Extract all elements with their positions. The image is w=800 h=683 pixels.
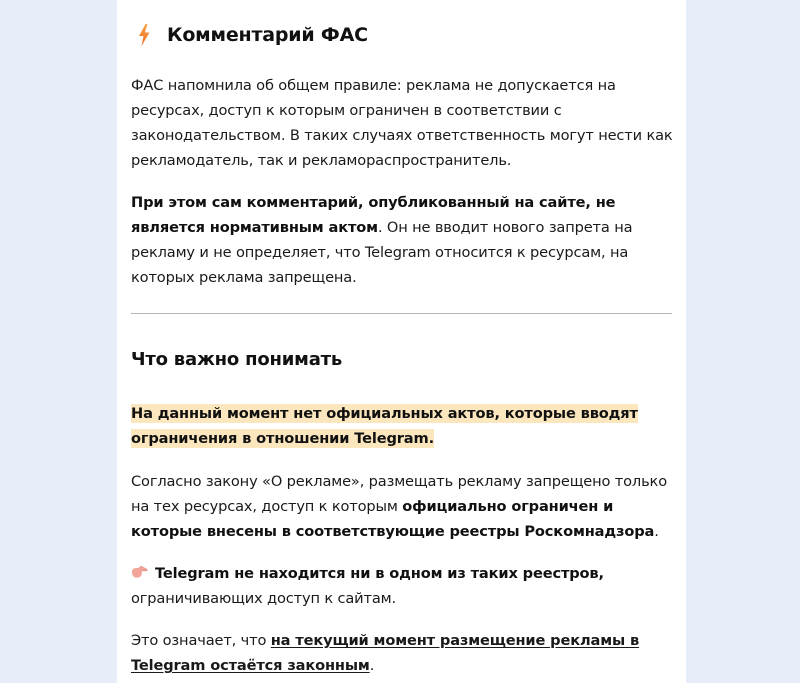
law-text-end: . (654, 523, 659, 540)
paragraph-not-normative (131, 190, 676, 290)
bold-statement: При этом сам комментарий, опубликованный на сайте, не является нормативным актом (131, 194, 616, 236)
paragraph-conclusion (131, 628, 676, 678)
highlighted-statement (131, 401, 676, 451)
section-title-text: Комментарий ФАС (167, 24, 368, 46)
conclusion-text-start: Это означает, что (131, 632, 271, 649)
registry-text-rest: ограничивающих доступ к сайтам. (131, 590, 396, 607)
pointing-finger-icon (131, 562, 149, 576)
section-divider (131, 313, 672, 314)
law-text-bold: официально ограничен и которые внесены в соответствующие реестры Роскомнадзора (131, 498, 655, 540)
highlight-text-end: . (428, 430, 434, 447)
conclusion-text-end: . (369, 657, 375, 674)
law-text-start: Согласно закону «О рекламе», размещать рекламу запрещено только на тех ресурсах, доступ к которым (131, 473, 667, 515)
paragraph-advertising-law (131, 469, 676, 544)
article-card (117, 0, 686, 683)
conclusion-underlined: на текущий момент размещение рекламы в Telegram остаётся законным (131, 632, 640, 674)
section-title-fas-comment (137, 24, 368, 46)
paragraph-rest: . Он не вводит нового запрета на рекламу и не определяет, что Telegram относится к ресурсам, на которых реклама запрещена. (131, 219, 633, 286)
paragraph-general-rule: ФАС напомнила об общем правиле: реклама не допускается на ресурсах, доступ к которым ограничен в соответствии с законодательством. В таких случаях ответственность могут нести как рекламодатель, так и рекламораспространитель. (131, 77, 673, 169)
registry-text-bold: Telegram не находится ни в одном из таких реестров, (155, 565, 604, 582)
highlight-text-body: На данный момент нет официальных актов, которые вводят ограничения в отношении Telegram (131, 405, 638, 447)
highlight-text (131, 404, 638, 448)
paragraph-registry (131, 561, 676, 611)
lightning-bolt-icon (137, 24, 151, 46)
section-title-important: Что важно понимать (131, 349, 343, 370)
